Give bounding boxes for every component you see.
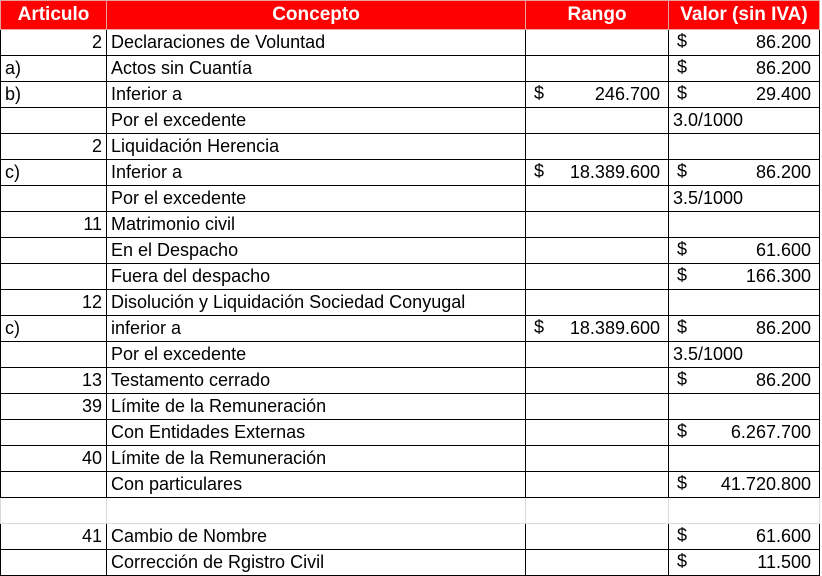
cell-articulo (1, 420, 107, 446)
cell-concepto: Por el excedente (107, 342, 526, 368)
cell-articulo (1, 550, 107, 576)
cell-concepto: Disolución y Liquidación Sociedad Conyugal (107, 290, 526, 316)
cell-rango (526, 56, 669, 82)
table-row (1, 108, 820, 134)
cell-articulo: 41 (1, 524, 107, 550)
header-valor: Valor (sin IVA) (669, 1, 820, 30)
table-row (1, 420, 820, 446)
cell-valor (669, 56, 820, 82)
table-row (1, 186, 820, 212)
valor-amount: 86.200 (755, 318, 811, 338)
currency-symbol: $ (677, 57, 688, 77)
cell-articulo: 2 (1, 30, 107, 56)
currency-symbol: $ (677, 31, 688, 51)
header-articulo: Articulo (1, 1, 107, 30)
cell-concepto: Con particulares (107, 472, 526, 498)
table-row (1, 498, 820, 524)
cell-valor (669, 264, 820, 290)
rango-amount: 246.700 (594, 84, 660, 104)
cell-valor (669, 394, 820, 420)
cell-rango (526, 420, 669, 446)
cell-articulo: 11 (1, 212, 107, 238)
cell-rango (526, 446, 669, 472)
table-row (1, 394, 820, 420)
cell-articulo: c) (1, 160, 107, 186)
currency-symbol: $ (677, 265, 688, 285)
cell-concepto: Declaraciones de Voluntad (107, 30, 526, 56)
header-row (1, 1, 820, 30)
cell-concepto: Límite de la Remuneración (107, 394, 526, 420)
cell-rango (526, 550, 669, 576)
cell-articulo (1, 264, 107, 290)
cell-concepto: Cambio de Nombre (107, 524, 526, 550)
cell-concepto: Por el excedente (107, 186, 526, 212)
valor-amount: 61.600 (755, 240, 811, 260)
rango-amount: 18.389.600 (569, 318, 660, 338)
valor-amount: 86.200 (755, 32, 811, 52)
cell-concepto: Matrimonio civil (107, 212, 526, 238)
cell-articulo (1, 108, 107, 134)
currency-symbol: $ (677, 317, 688, 337)
currency-symbol: $ (677, 369, 688, 389)
cell-concepto: Corrección de Rgistro Civil (107, 550, 526, 576)
cell-rango (526, 394, 669, 420)
table-header (1, 1, 820, 30)
currency-symbol: $ (534, 317, 545, 337)
cell-concepto: En el Despacho (107, 238, 526, 264)
cell-valor (669, 368, 820, 394)
valor-amount: 29.400 (755, 84, 811, 104)
cell-valor (669, 134, 820, 160)
cell-concepto: Inferior a (107, 82, 526, 108)
cell-valor (669, 82, 820, 108)
valor-amount: 86.200 (755, 58, 811, 78)
table-row (1, 30, 820, 56)
cell-concepto: Por el excedente (107, 108, 526, 134)
valor-amount: 11.500 (757, 552, 811, 572)
cell-valor (669, 472, 820, 498)
cell-concepto: Actos sin Cuantía (107, 56, 526, 82)
currency-symbol: $ (677, 551, 688, 571)
currency-symbol: $ (677, 83, 688, 103)
table-row (1, 472, 820, 498)
cell-valor: 3.5/1000 (669, 186, 820, 212)
cell-valor (669, 524, 820, 550)
cell-concepto: Fuera del despacho (107, 264, 526, 290)
cell-rango (526, 186, 669, 212)
valor-amount: 86.200 (755, 370, 811, 390)
table-row (1, 212, 820, 238)
table-row (1, 316, 820, 342)
header-rango: Rango (526, 1, 669, 30)
cell-rango (526, 316, 669, 342)
cell-articulo: 2 (1, 134, 107, 160)
cell-valor: 3.0/1000 (669, 108, 820, 134)
cell-articulo: a) (1, 56, 107, 82)
currency-symbol: $ (677, 525, 688, 545)
table-body (1, 30, 820, 576)
table-row (1, 134, 820, 160)
currency-symbol: $ (534, 161, 545, 181)
cell-valor (669, 212, 820, 238)
currency-symbol: $ (677, 239, 688, 259)
cell-rango (526, 342, 669, 368)
cell-concepto: Inferior a (107, 160, 526, 186)
table-row (1, 524, 820, 550)
cell-concepto: Testamento cerrado (107, 368, 526, 394)
cell-rango (526, 82, 669, 108)
cell-concepto: Con Entidades Externas (107, 420, 526, 446)
cell-articulo: c) (1, 316, 107, 342)
currency-symbol: $ (534, 83, 545, 103)
cell-rango (526, 368, 669, 394)
cell-concepto (107, 498, 526, 524)
cell-articulo (1, 186, 107, 212)
cell-valor (669, 420, 820, 446)
cell-concepto: inferior a (107, 316, 526, 342)
cell-rango (526, 238, 669, 264)
cell-articulo (1, 498, 107, 524)
cell-valor (669, 30, 820, 56)
cell-valor (669, 316, 820, 342)
cell-rango (526, 108, 669, 134)
cell-rango (526, 30, 669, 56)
cell-concepto: Límite de la Remuneración (107, 446, 526, 472)
table-row (1, 342, 820, 368)
currency-symbol: $ (677, 473, 688, 493)
table-row (1, 368, 820, 394)
cell-rango (526, 134, 669, 160)
table-row (1, 290, 820, 316)
cell-articulo (1, 238, 107, 264)
cell-rango (526, 290, 669, 316)
cell-articulo: 12 (1, 290, 107, 316)
cell-valor: 3.5/1000 (669, 342, 820, 368)
cell-valor (669, 238, 820, 264)
cell-rango (526, 212, 669, 238)
currency-symbol: $ (677, 161, 688, 181)
cell-valor (669, 498, 820, 524)
cell-rango (526, 264, 669, 290)
table-row (1, 238, 820, 264)
valor-amount: 166.300 (745, 266, 811, 286)
table-row (1, 446, 820, 472)
valor-amount: 61.600 (755, 526, 811, 546)
table-row (1, 56, 820, 82)
cell-valor (669, 290, 820, 316)
header-concepto: Concepto (107, 1, 526, 30)
cell-articulo: 13 (1, 368, 107, 394)
cell-rango (526, 524, 669, 550)
table-row (1, 82, 820, 108)
cell-articulo: 39 (1, 394, 107, 420)
cell-rango (526, 472, 669, 498)
cell-concepto: Liquidación Herencia (107, 134, 526, 160)
cell-articulo (1, 472, 107, 498)
currency-symbol: $ (677, 421, 688, 441)
rango-amount: 18.389.600 (569, 162, 660, 182)
table-row (1, 264, 820, 290)
cell-rango (526, 498, 669, 524)
table-row (1, 160, 820, 186)
cell-articulo: 40 (1, 446, 107, 472)
cell-rango (526, 160, 669, 186)
valor-amount: 6.267.700 (730, 422, 811, 442)
cell-valor (669, 550, 820, 576)
cell-articulo: b) (1, 82, 107, 108)
valor-amount: 86.200 (755, 162, 811, 182)
cell-valor (669, 446, 820, 472)
cell-articulo (1, 342, 107, 368)
valor-amount: 41.720.800 (720, 474, 811, 494)
table-row (1, 550, 820, 576)
cell-valor (669, 160, 820, 186)
